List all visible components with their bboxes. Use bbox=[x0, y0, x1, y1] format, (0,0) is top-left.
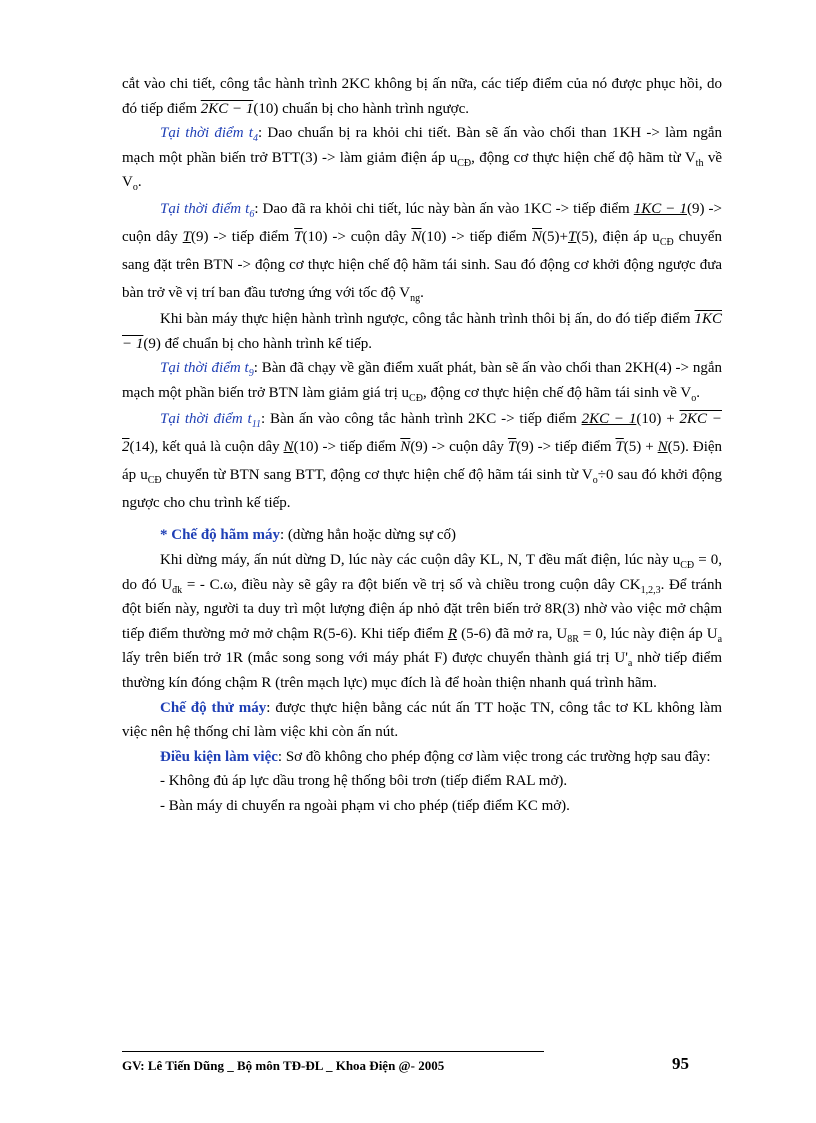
text: (5)+ bbox=[542, 228, 568, 245]
text: (5-6) đã mở ra, U bbox=[457, 625, 568, 642]
footer-divider bbox=[122, 1051, 544, 1052]
contact-symbol: R bbox=[447, 625, 458, 642]
time-label bbox=[160, 200, 255, 220]
time-label-sub: 11 bbox=[251, 419, 261, 431]
time-label-sub: 9 bbox=[248, 368, 254, 380]
subscript: CĐ bbox=[147, 475, 162, 487]
time-label-text: Tại thời điểm t bbox=[160, 360, 249, 377]
text: (10) -> cuộn dây bbox=[302, 228, 412, 245]
subscript: th bbox=[695, 157, 704, 169]
subscript: 8R bbox=[567, 633, 579, 645]
text: (9) -> cuộn dây bbox=[410, 439, 508, 456]
paragraph-t4 bbox=[122, 121, 722, 195]
contact-symbol: $\overline{T}$ bbox=[294, 228, 303, 245]
text: (9) -> tiếp điểm bbox=[516, 439, 616, 456]
contact-symbol: 2KC − 2 bbox=[122, 411, 722, 456]
text: : (dừng hẳn hoặc dừng sự cố) bbox=[280, 527, 457, 544]
time-label-text: Tại thời điểm t bbox=[160, 125, 253, 142]
paragraph-1 bbox=[122, 72, 722, 121]
time-label bbox=[160, 360, 254, 380]
time-label-text: Tại thời điểm t bbox=[160, 200, 250, 217]
text: : Bàn đã chạy về gần điểm xuất phát, bàn sẽ ấn vào chối than 2KH(4) -> ngắn mạch một phần biến trở BTN làm giảm giá trị u bbox=[122, 360, 722, 401]
section-test-mode bbox=[122, 696, 722, 745]
paragraph-t11 bbox=[122, 405, 722, 517]
text: , động cơ thực hiện chế độ hãm từ V bbox=[471, 149, 696, 166]
text: (5). Điện áp u bbox=[122, 439, 723, 484]
text: Khi dừng máy, ấn nút dừng D, lúc này các cuộn dây KL, N, T đều mất điện, lúc này u bbox=[160, 551, 681, 568]
coil-symbol: T bbox=[182, 228, 191, 245]
contact-symbol: $\overline{T}$ bbox=[615, 439, 624, 456]
list-item: - Bàn máy di chuyển ra ngoài phạm vi cho phép (tiếp điểm KC mở). bbox=[160, 797, 570, 814]
subscript: CĐ bbox=[457, 157, 472, 169]
section-braking bbox=[122, 523, 722, 548]
text: : Dao đã ra khỏi chi tiết, lúc này bàn ấn vào 1KC -> tiếp điểm bbox=[254, 200, 634, 217]
text: (9) -> tiếp điểm bbox=[191, 228, 295, 245]
subscript: a bbox=[717, 633, 723, 645]
paragraph-braking bbox=[122, 548, 722, 696]
text: cắt vào chi tiết, công tắc hành trình 2KC không bị ấn nữa, các tiếp điểm của nó được phục hồi, do đó tiếp điểm bbox=[122, 76, 722, 117]
text: = - C.ω, điều này sẽ gây ra đột biến về trị số và chiều trong cuộn dây CK bbox=[182, 576, 641, 593]
time-label bbox=[160, 125, 258, 145]
contact-symbol: N bbox=[657, 439, 668, 456]
text: (5), điện áp u bbox=[576, 228, 660, 245]
contact-symbol: 2KC − 1 bbox=[200, 100, 254, 117]
text: : Dao chuẩn bị ra khỏi chi tiết. Bàn sẽ ấn vào chối than 1KH -> làm ngắn mạch một phần biến trở BTT(3) -> làm giảm điện áp u bbox=[122, 125, 722, 166]
text: nhờ tiếp điểm thường kín đóng chậm R (trên mạch lực) mục đích là để hoàn thiện nhanh quá trình hãm. bbox=[122, 650, 722, 691]
contact-symbol: 2KC − 1 bbox=[581, 411, 637, 428]
coil-symbol: $\overline{N}$ bbox=[411, 228, 422, 245]
text: . bbox=[696, 384, 700, 401]
text: (10) -> tiếp điểm bbox=[421, 228, 533, 245]
text: (9) để chuẩn bị cho hành trình kế tiếp. bbox=[143, 335, 373, 352]
text: : Sơ đồ không cho phép động cơ làm việc trong các trường hợp sau đây: bbox=[277, 748, 711, 765]
text: (5) + bbox=[623, 439, 658, 456]
text: , động cơ thực hiện chế độ hãm tái sinh về V bbox=[422, 384, 692, 401]
text: chuyển sang đặt trên BTN -> động cơ thực hiện chế độ hãm tái sinh. Sau đó động cơ khởi động ngược đưa bàn trở về vị trí ban đầu tương ứng với tốc độ V bbox=[122, 228, 722, 301]
subscript: CĐ bbox=[680, 559, 695, 571]
text: (10) chuẩn bị cho hành trình ngược. bbox=[253, 100, 469, 117]
subscript: 1,2,3 bbox=[640, 584, 661, 596]
list-item: - Không đủ áp lực dầu trong hệ thống bôi trơn (tiếp điểm RAL mở). bbox=[160, 773, 568, 790]
section-heading: Điều kiện làm việc bbox=[160, 748, 278, 765]
page-number: 95 bbox=[672, 1054, 689, 1073]
text: . bbox=[137, 174, 142, 191]
text: (14), kết quả là cuộn dây bbox=[129, 439, 284, 456]
text: = 0, do đó U bbox=[122, 551, 722, 593]
text: : Bàn ấn vào công tắc hành trình 2KC -> tiếp điểm bbox=[260, 411, 582, 428]
paragraph-t9 bbox=[122, 356, 722, 405]
text: = 0, lúc này điện áp U bbox=[578, 625, 718, 642]
subscript: ng bbox=[410, 292, 421, 304]
time-label-sub: 4 bbox=[252, 133, 258, 145]
subscript: o bbox=[592, 475, 598, 487]
text: chuyển từ BTN sang BTT, động cơ thực hiện chế độ hãm tái sinh từ V bbox=[161, 467, 593, 484]
paragraph-reverse bbox=[122, 307, 722, 356]
text: (10) + bbox=[636, 411, 680, 428]
document-body bbox=[122, 72, 722, 818]
footer-credit: GV: Lê Tiến Dũng _ Bộ môn TĐ-ĐL _ Khoa Điện @- 2005 bbox=[122, 1058, 445, 1073]
contact-symbol: $\overline{N}$ bbox=[400, 439, 411, 456]
time-label bbox=[160, 411, 261, 431]
text: Khi bàn máy thực hiện hành trình ngược, công tắc hành trình thôi bị ấn, do đó tiếp điểm bbox=[160, 310, 695, 327]
text: ÷0 sau đó khởi động ngược cho chu trình kế tiếp. bbox=[122, 467, 722, 512]
contact-symbol: $\overline{N}$ bbox=[532, 228, 543, 245]
subscript: CĐ bbox=[409, 392, 423, 404]
section-heading: * Chế độ hãm máy bbox=[160, 527, 281, 544]
coil-symbol: $\overline{T}$ bbox=[507, 439, 517, 456]
contact-symbol: 1KC − 1 bbox=[633, 200, 687, 217]
text: lấy trên biến trở 1R (mắc song song với máy phát F) được chuyển thành giá trị U' bbox=[122, 650, 628, 667]
coil-symbol: N bbox=[283, 439, 294, 456]
text: (9) -> cuộn dây bbox=[122, 200, 722, 245]
subscript: CĐ bbox=[659, 236, 674, 248]
contact-symbol: 1KC − 1 bbox=[122, 310, 722, 352]
text: : được thực hiện bằng các nút ấn TT hoặc TN, công tắc tơ KL không làm việc nên hệ thống chỉ làm việc khi còn ấn nút. bbox=[122, 699, 722, 741]
time-label-text: Tại thời điểm t bbox=[160, 411, 252, 428]
contact-symbol: T bbox=[567, 228, 577, 245]
text: về V bbox=[122, 149, 722, 191]
text: (10) -> tiếp điểm bbox=[293, 439, 401, 456]
section-conditions bbox=[122, 745, 722, 770]
section-heading: Chế độ thử máy bbox=[160, 699, 267, 716]
text: . Để tránh đột biến này, người ta duy trì một lượng điện áp nhỏ đặt trên biến trở 8R(3) nhờ vào việc mở chậm tiếp điểm thường mở mở chậm R(5-6). Khi tiếp điểm bbox=[122, 576, 722, 642]
time-label-sub: 6 bbox=[249, 208, 255, 220]
subscript: đk bbox=[172, 584, 183, 596]
subscript: o bbox=[132, 182, 138, 194]
subscript: o bbox=[691, 392, 697, 404]
paragraph-t6 bbox=[122, 195, 722, 307]
text: . bbox=[420, 284, 424, 301]
subscript: a bbox=[627, 658, 633, 670]
